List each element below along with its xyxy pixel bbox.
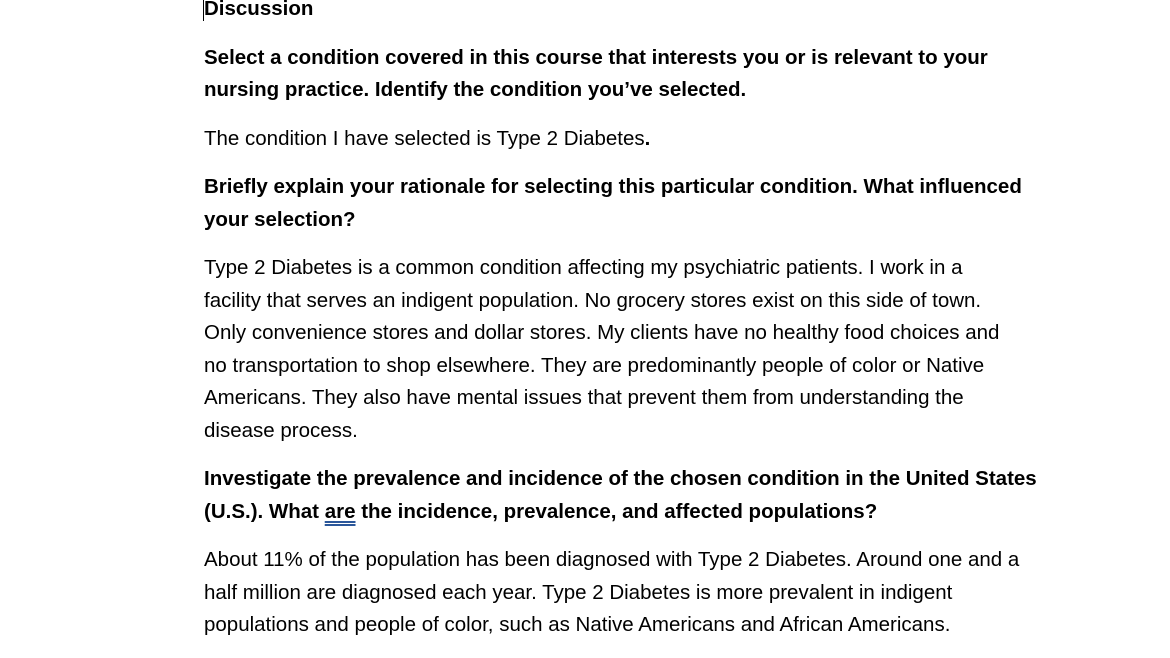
grammar-flagged-word[interactable]: are (324, 499, 356, 523)
question-1: Select a condition covered in this course that interests you or is relevant to your nursing practice. Identify the condition you’ve selected. (204, 45, 988, 101)
document-body[interactable] (204, 0, 1044, 658)
question-2: Briefly explain your rationale for selecting this particular condition. What influenced your selection? (204, 175, 1022, 231)
answer-2: Type 2 Diabetes is a common condition affecting my psychiatric patients. I work in a facility that serves an indigent population. No grocery stores exist on this side of town. Only convenience stores and dollar stores. My clients have no healthy food choices and no transportation to shop elsewhere. They are predominantly people of color or Native Americans. They also have mental issues that prevent them from understanding the disease process. (204, 256, 1000, 442)
answer-1-period: . (644, 126, 651, 150)
question-3-part-1: Investigate the prevalence and incidence of the chosen condition in the United States (U.S.). What (204, 467, 1037, 523)
document-heading: Discussion (204, 0, 314, 20)
question-3-part-2: the incidence, prevalence, and affected populations? (355, 499, 878, 523)
answer-3: About 11% of the population has been diagnosed with Type 2 Diabetes. Around one and a half million are diagnosed each year. Type 2 Diabetes is more prevalent in indigent populations and people of color, such as Native Americans and African Americans. (204, 548, 1020, 636)
question-3 (204, 463, 1044, 528)
answer-1-text: The condition I have selected is Type 2 Diabetes (204, 126, 645, 150)
answer-1 (204, 123, 1044, 156)
